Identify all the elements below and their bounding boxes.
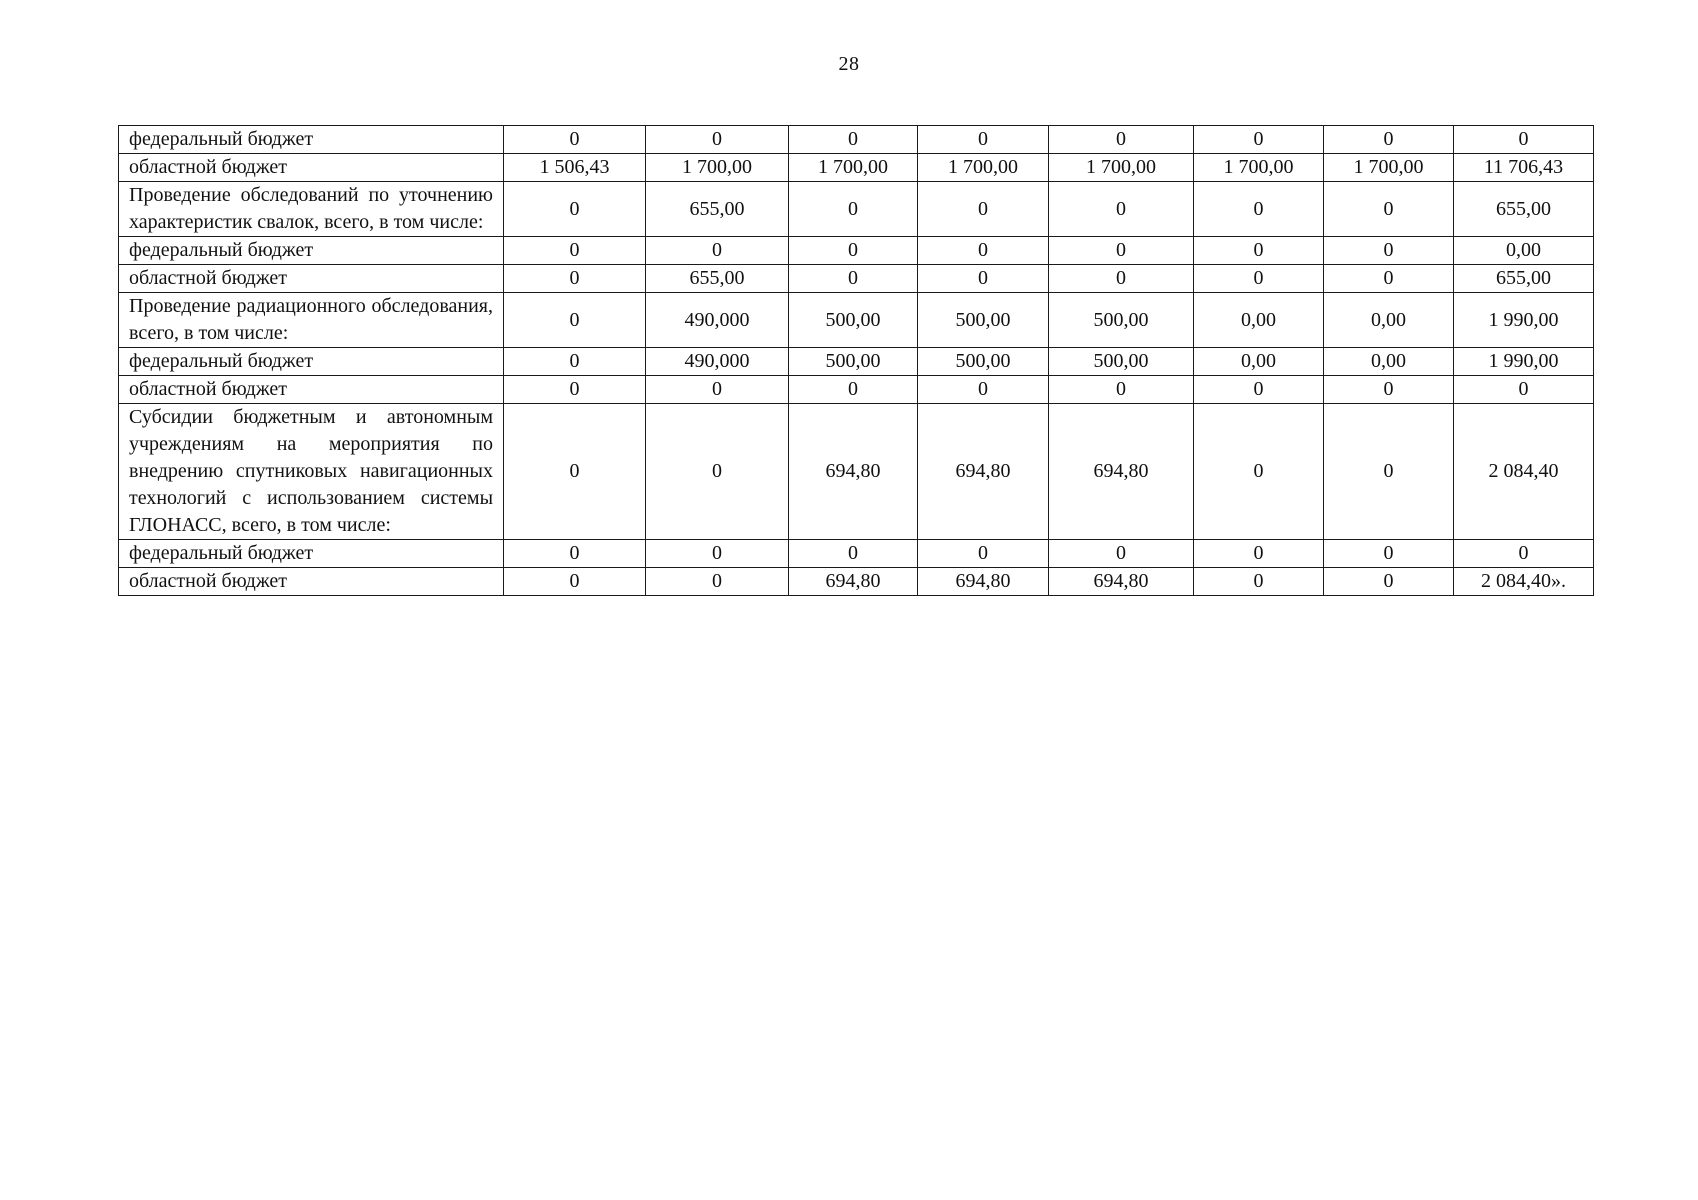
- value-cell: 694,80: [918, 568, 1049, 596]
- value-cell: 0: [646, 126, 789, 154]
- row-label: федеральный бюджет: [119, 348, 504, 376]
- value-cell: 0: [918, 376, 1049, 404]
- value-cell: 0: [789, 376, 918, 404]
- value-cell: 694,80: [918, 404, 1049, 540]
- value-cell: 0: [646, 540, 789, 568]
- table-row: [119, 265, 1594, 293]
- value-cell: 500,00: [1049, 348, 1194, 376]
- table-row: [119, 182, 1594, 237]
- value-cell: 0: [1454, 126, 1594, 154]
- value-cell: 1 700,00: [1324, 154, 1454, 182]
- value-cell: 490,000: [646, 293, 789, 348]
- value-cell: 0: [1324, 265, 1454, 293]
- budget-table: [118, 125, 1594, 596]
- value-cell: 1 700,00: [918, 154, 1049, 182]
- table-row: [119, 348, 1594, 376]
- value-cell: 0: [1324, 237, 1454, 265]
- value-cell: 500,00: [1049, 293, 1194, 348]
- value-cell: 500,00: [789, 348, 918, 376]
- value-cell: 0: [1194, 126, 1324, 154]
- value-cell: 500,00: [789, 293, 918, 348]
- value-cell: 0: [1049, 376, 1194, 404]
- value-cell: 0: [1194, 237, 1324, 265]
- value-cell: 500,00: [918, 348, 1049, 376]
- value-cell: 655,00: [1454, 265, 1594, 293]
- row-label: областной бюджет: [119, 265, 504, 293]
- value-cell: 0: [918, 540, 1049, 568]
- row-label: областной бюджет: [119, 568, 504, 596]
- table-body: [119, 126, 1594, 596]
- table-row: [119, 154, 1594, 182]
- value-cell: 1 700,00: [646, 154, 789, 182]
- value-cell: 1 990,00: [1454, 293, 1594, 348]
- value-cell: 0,00: [1324, 348, 1454, 376]
- value-cell: 694,80: [1049, 568, 1194, 596]
- value-cell: 0,00: [1194, 293, 1324, 348]
- value-cell: 0: [504, 540, 646, 568]
- value-cell: 2 084,40».: [1454, 568, 1594, 596]
- value-cell: 0: [1194, 404, 1324, 540]
- value-cell: 0: [789, 540, 918, 568]
- value-cell: 11 706,43: [1454, 154, 1594, 182]
- value-cell: 0: [789, 126, 918, 154]
- value-cell: 0: [504, 404, 646, 540]
- value-cell: 0: [1454, 376, 1594, 404]
- value-cell: 0: [1194, 376, 1324, 404]
- value-cell: 655,00: [646, 182, 789, 237]
- value-cell: 0: [504, 376, 646, 404]
- value-cell: 0: [1049, 540, 1194, 568]
- value-cell: 1 700,00: [789, 154, 918, 182]
- value-cell: 1 700,00: [1194, 154, 1324, 182]
- value-cell: 0: [1049, 126, 1194, 154]
- value-cell: 0: [918, 182, 1049, 237]
- value-cell: 0: [504, 568, 646, 596]
- value-cell: 694,80: [789, 404, 918, 540]
- value-cell: 694,80: [1049, 404, 1194, 540]
- value-cell: 490,000: [646, 348, 789, 376]
- value-cell: 0: [918, 237, 1049, 265]
- value-cell: 0: [1324, 126, 1454, 154]
- value-cell: 655,00: [1454, 182, 1594, 237]
- value-cell: 0: [1454, 540, 1594, 568]
- value-cell: 0: [504, 265, 646, 293]
- table-row: [119, 568, 1594, 596]
- table-row: [119, 237, 1594, 265]
- value-cell: 0: [918, 126, 1049, 154]
- value-cell: 0,00: [1454, 237, 1594, 265]
- value-cell: 0: [918, 265, 1049, 293]
- value-cell: 0: [1194, 265, 1324, 293]
- value-cell: 0: [1194, 182, 1324, 237]
- value-cell: 0: [646, 376, 789, 404]
- value-cell: 0,00: [1324, 293, 1454, 348]
- row-label: федеральный бюджет: [119, 126, 504, 154]
- table-row: [119, 540, 1594, 568]
- table-row: [119, 293, 1594, 348]
- value-cell: 0: [789, 265, 918, 293]
- row-label: Проведение обследований по уточнению характеристик свалок, всего, в том числе:: [119, 182, 504, 237]
- row-label: федеральный бюджет: [119, 237, 504, 265]
- value-cell: 0: [1324, 182, 1454, 237]
- value-cell: 0: [504, 348, 646, 376]
- value-cell: 0,00: [1194, 348, 1324, 376]
- value-cell: 694,80: [789, 568, 918, 596]
- value-cell: 0: [789, 237, 918, 265]
- value-cell: 0: [1324, 540, 1454, 568]
- row-label: областной бюджет: [119, 154, 504, 182]
- value-cell: 0: [646, 237, 789, 265]
- value-cell: 0: [1049, 237, 1194, 265]
- row-label: Субсидии бюджетным и автономным учреждениям на мероприятия по внедрению спутниковых навигационных технологий с использованием системы ГЛОНАСС, всего, в том числе:: [119, 404, 504, 540]
- value-cell: 0: [504, 237, 646, 265]
- value-cell: 2 084,40: [1454, 404, 1594, 540]
- table-row: [119, 126, 1594, 154]
- value-cell: 1 506,43: [504, 154, 646, 182]
- value-cell: 0: [504, 126, 646, 154]
- value-cell: 0: [646, 568, 789, 596]
- row-label: федеральный бюджет: [119, 540, 504, 568]
- value-cell: 0: [1324, 568, 1454, 596]
- table-row: [119, 404, 1594, 540]
- value-cell: 0: [504, 293, 646, 348]
- value-cell: 0: [646, 404, 789, 540]
- row-label: Проведение радиационного обследования, всего, в том числе:: [119, 293, 504, 348]
- value-cell: 0: [789, 182, 918, 237]
- value-cell: 500,00: [918, 293, 1049, 348]
- value-cell: 0: [1194, 568, 1324, 596]
- value-cell: 0: [1194, 540, 1324, 568]
- value-cell: 1 700,00: [1049, 154, 1194, 182]
- value-cell: 0: [504, 182, 646, 237]
- value-cell: 0: [1049, 265, 1194, 293]
- value-cell: 0: [1049, 182, 1194, 237]
- row-label: областной бюджет: [119, 376, 504, 404]
- value-cell: 0: [1324, 404, 1454, 540]
- table-row: [119, 376, 1594, 404]
- page-number: 28: [838, 53, 860, 75]
- value-cell: 1 990,00: [1454, 348, 1594, 376]
- value-cell: 655,00: [646, 265, 789, 293]
- value-cell: 0: [1324, 376, 1454, 404]
